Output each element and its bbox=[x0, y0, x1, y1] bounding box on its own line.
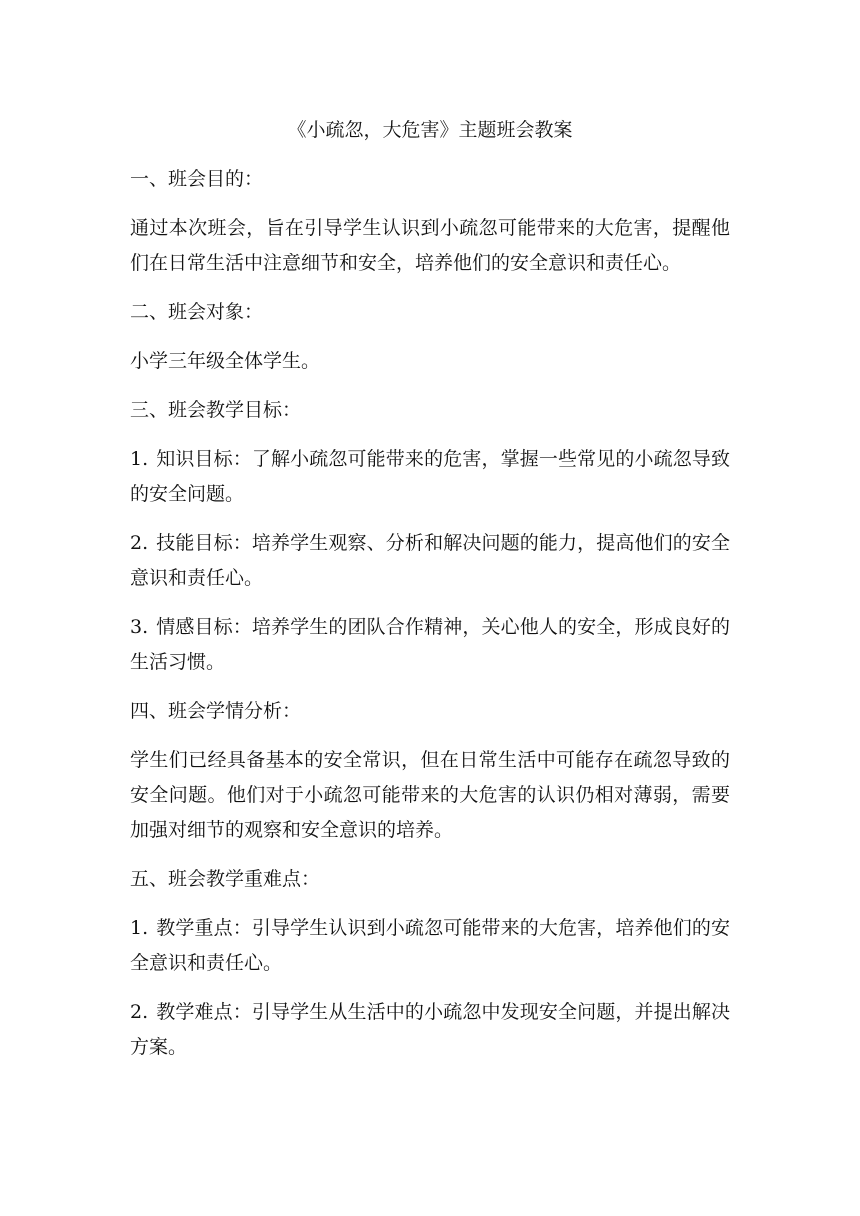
list-item-number: 2. bbox=[130, 532, 149, 554]
section-paragraph-purpose: 通过本次班会，旨在引导学生认识到小疏忽可能带来的大危害，提醒他们在日常生活中注意细节和安全，培养他们的安全意识和责任心。 bbox=[130, 217, 730, 274]
list-item bbox=[130, 442, 730, 512]
list-item-text: 教学难点：引导学生从生活中的小疏忽中发现安全问题，并提出解决方案。 bbox=[130, 1001, 730, 1058]
list-item-text: 知识目标：了解小疏忽可能带来的危害，掌握一些常见的小疏忽导致的安全问题。 bbox=[130, 448, 730, 505]
list-item-text: 情感目标：培养学生的团队合作精神，关心他人的安全，形成良好的生活习惯。 bbox=[130, 616, 730, 673]
section-heading-objectives: 三、班会教学目标： bbox=[130, 399, 302, 421]
list-item bbox=[130, 610, 730, 680]
list-item bbox=[130, 995, 730, 1065]
section-paragraph-audience: 小学三年级全体学生。 bbox=[130, 350, 321, 372]
list-item-text: 教学重点：引导学生认识到小疏忽可能带来的大危害，培养他们的安全意识和责任心。 bbox=[130, 917, 730, 974]
list-item-number: 2. bbox=[130, 1001, 149, 1023]
section-heading-purpose: 一、班会目的： bbox=[130, 168, 264, 190]
document-title: 《小疏忽，大危害》主题班会教案 bbox=[287, 119, 573, 141]
section-paragraph-analysis: 学生们已经具备基本的安全常识，但在日常生活中可能存在疏忽导致的安全问题。他们对于小疏忽可能带来的大危害的认识仍相对薄弱，需要加强对细节的观察和安全意识的培养。 bbox=[130, 749, 730, 841]
list-item bbox=[130, 911, 730, 981]
section-heading-audience: 二、班会对象： bbox=[130, 301, 264, 323]
list-item bbox=[130, 526, 730, 596]
list-item-number: 1. bbox=[130, 448, 149, 470]
document-content bbox=[130, 113, 730, 1079]
section-heading-analysis: 四、班会学情分析： bbox=[130, 700, 302, 722]
list-item-number: 3. bbox=[130, 616, 149, 638]
section-heading-key-points: 五、班会教学重难点： bbox=[130, 868, 321, 890]
list-item-text: 技能目标：培养学生观察、分析和解决问题的能力，提高他们的安全意识和责任心。 bbox=[130, 532, 730, 589]
list-item-number: 1. bbox=[130, 917, 149, 939]
